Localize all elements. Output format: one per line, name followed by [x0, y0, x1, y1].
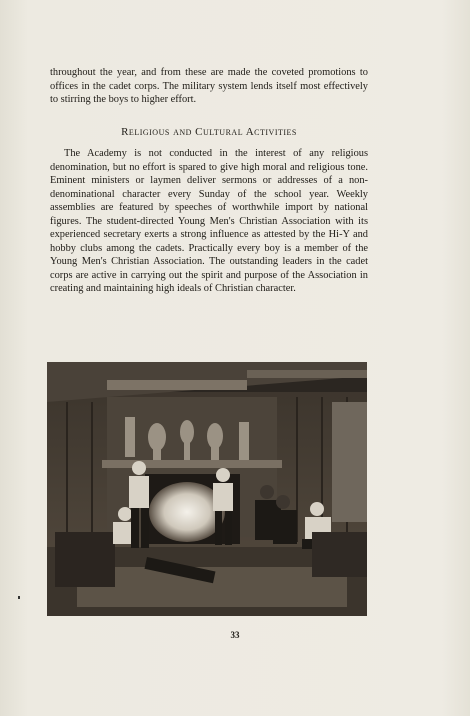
photo-illustration [47, 362, 367, 616]
paragraph-intro [50, 66, 368, 107]
page-number: 33 [230, 630, 240, 640]
section-heading: Religious and Cultural Activities [121, 126, 297, 138]
lounge-photograph [47, 362, 367, 616]
paragraph-religious [50, 147, 368, 296]
paragraph-religious-text: The Academy is not conducted in the interest of any religious denomination, but no effort is spared to give high moral and religious tone. Eminent ministers or laymen deliver sermons or addresses of a non-denominational character every Sunday of the school year. Weekly assemblies are featured by speeches of worthwhile import by national figures. The student-directed Young Men's Christian Association with its experienced secretary exerts a strong influence as attested by the Hi-Y and hobby clubs among the cadets. Practically every boy is a member of the Young Men's Christian Association. The outstanding leaders in the cadet corps are active in carrying out the spirit and purpose of the Association in creating and maintaining high ideals of Christian character. [50, 148, 368, 294]
paragraph-intro-text: throughout the year, and from these are made the coveted promotions to offices in the cadet corps. The military system lends itself most effectively to stirring the boys to higher effort. [50, 67, 368, 105]
margin-mark [18, 596, 20, 599]
